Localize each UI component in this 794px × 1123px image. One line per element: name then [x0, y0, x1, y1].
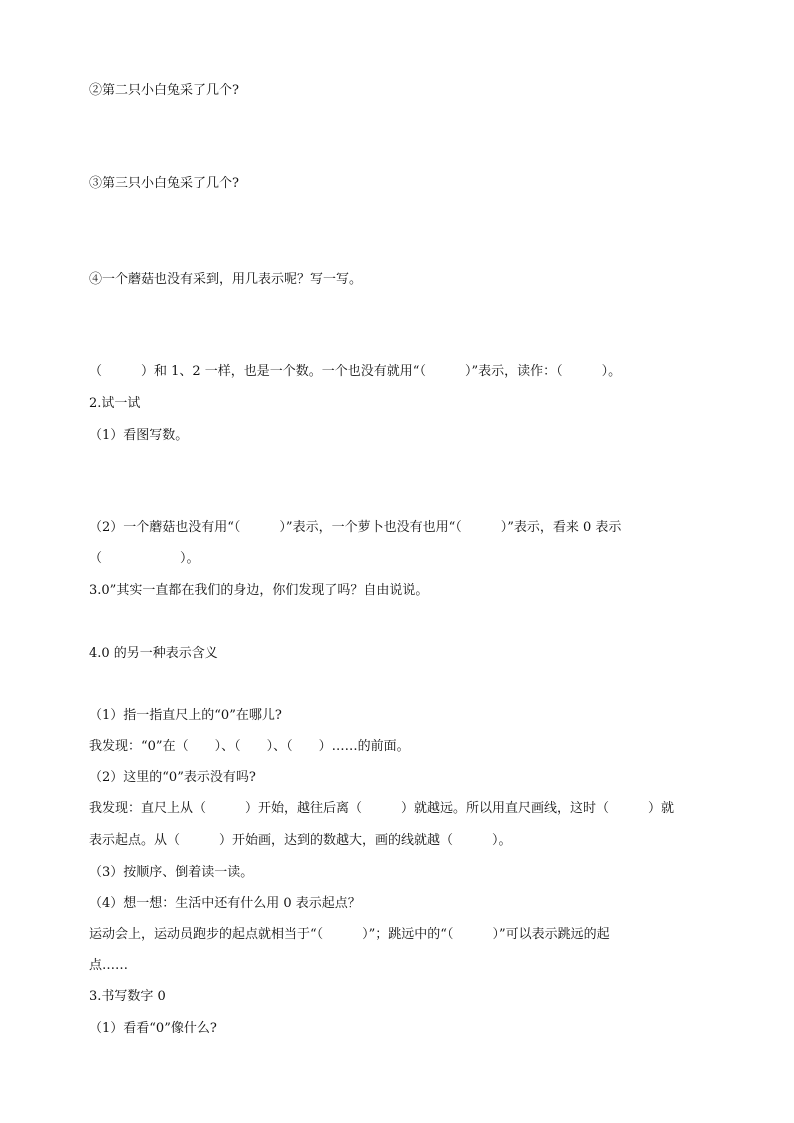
- question-3-text: ③第三只小白兔采了几个?: [89, 176, 239, 191]
- section-4-item-2-answer: 我发现：直尺上从（ ）开始，越往后离（ ）就越远。所以用直尺画线，这时（ ）就: [89, 801, 675, 816]
- fill-blank-zero-intro: （ ）和 1、2 一样，也是一个数。一个也没有就用“（ ）”表示，读作：（ ）。: [89, 364, 622, 379]
- section-4-item-4-answer-continued: 点……: [89, 958, 129, 973]
- question-4-text: ④一个蘑菇也没有采到，用几表示呢？写一写。: [89, 272, 363, 287]
- section-3-heading: 3.0”其实一直都在我们的身边，你们发现了吗？自由说说。: [89, 583, 429, 598]
- section-5-heading: 3.书写数字 0: [89, 989, 166, 1004]
- section-4-item-1-answer: 我发现：“0”在（ ）、（ ）、（ ）……的前面。: [89, 739, 410, 754]
- section-4-item-2: （2）这里的“0”表示没有吗?: [89, 770, 256, 785]
- section-4-item-3: （3）按顺序、倒着读一读。: [89, 865, 254, 880]
- section-4-item-1: （1）指一指直尺上的“0”在哪儿?: [89, 708, 282, 723]
- section-4-item-2-answer-continued: 表示起点。从（ ）开始画，达到的数越大，画的线就越（ ）。: [89, 833, 512, 848]
- section-5-item-1: （1）看看“0”像什么?: [89, 1021, 217, 1036]
- section-4-item-4: （4）想一想：生活中还有什么用 0 表示起点？: [89, 896, 361, 911]
- section-2-item-2: （2）一个蘑菇也没有用“（ ）”表示，一个萝卜也没有也用“（ ）”表示，看来 0 表示: [89, 520, 622, 535]
- section-2-item-2-continued: （ ）。: [89, 551, 200, 566]
- section-2-item-1: （1）看图写数。: [89, 428, 189, 443]
- question-2-text: ②第二只小白兔采了几个?: [89, 83, 239, 98]
- section-2-heading: 2.试一试: [89, 396, 141, 411]
- section-4-heading: 4.0 的另一种表示含义: [89, 646, 218, 661]
- section-4-item-4-answer: 运动会上，运动员跑步的起点就相当于“（ ）”；跳远中的“（ ）”可以表示跳远的起: [89, 927, 610, 942]
